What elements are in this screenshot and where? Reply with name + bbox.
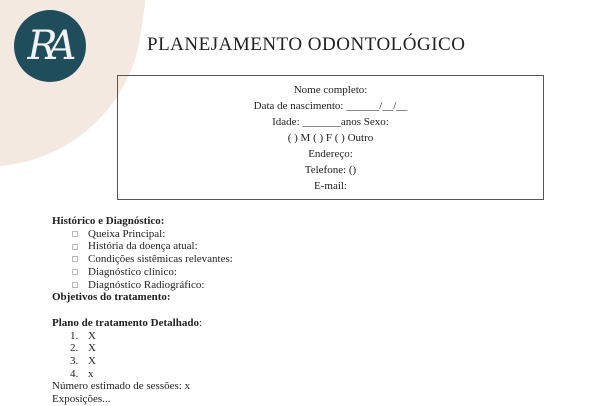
sex-options-line: ( ) M ( ) F ( ) Outro: [287, 132, 374, 144]
checklist-item: [52, 240, 572, 253]
plan-heading-colon: :: [198, 316, 203, 329]
list-item-text: x: [88, 367, 94, 380]
history-heading: Histórico e Diagnóstico:: [52, 215, 165, 227]
list-item: [52, 330, 572, 343]
document-body: [52, 215, 572, 406]
checklist-item: [52, 253, 572, 266]
checklist-item: [52, 228, 572, 241]
cut-off-line: Exposições...: [52, 393, 111, 406]
plan-heading: [52, 317, 572, 330]
checklist-item-label: Condições sistêmicas relevantes:: [88, 253, 233, 266]
logo: [14, 10, 86, 82]
checkbox-icon: [72, 231, 78, 237]
checkbox-icon: [72, 282, 78, 288]
age-sex-line: Idade: _______anos Sexo:: [272, 116, 389, 128]
sessions-line: Número estimado de sessões: x: [52, 380, 191, 393]
list-item-number: 1.: [70, 329, 79, 342]
checkbox-icon: [72, 244, 78, 250]
phone-line: Telefone: (): [304, 164, 357, 176]
list-item: [52, 368, 572, 381]
list-item: [52, 342, 572, 355]
checklist-item-label: História da doença atual:: [88, 240, 198, 253]
list-item-number: 3.: [70, 355, 79, 368]
checkbox-icon: [72, 256, 78, 262]
list-item-number: 2.: [70, 342, 79, 355]
objectives-heading: Objetivos do tratamento:: [52, 291, 171, 304]
checklist-item-label: Queixa Principal:: [88, 227, 166, 240]
list-item: [52, 355, 572, 368]
list-item-number: 4.: [70, 367, 79, 380]
logo-text: RA: [27, 23, 67, 69]
checklist-item-label: Diagnóstico clínico:: [88, 265, 177, 278]
patient-info-box: [117, 75, 544, 200]
checkbox-icon: [72, 269, 78, 275]
address-line: Endereço:: [308, 148, 353, 160]
list-item-text: X: [88, 342, 96, 355]
email-line: E-mail:: [314, 180, 347, 192]
birth-date-line: Data de nascimento: ______/__/__: [253, 100, 408, 112]
checklist-item: [52, 279, 572, 292]
checklist-item: [52, 266, 572, 279]
full-name-line: Nome completo:: [293, 84, 368, 96]
checklist-item-label: Diagnóstico Radiográfico:: [88, 278, 205, 291]
list-item-text: X: [88, 355, 96, 368]
list-item-text: X: [88, 329, 96, 342]
page-title: PLANEJAMENTO ODONTOLÓGICO: [147, 34, 466, 55]
plan-heading-text: Plano de tratamento Detalhado: [52, 316, 199, 329]
